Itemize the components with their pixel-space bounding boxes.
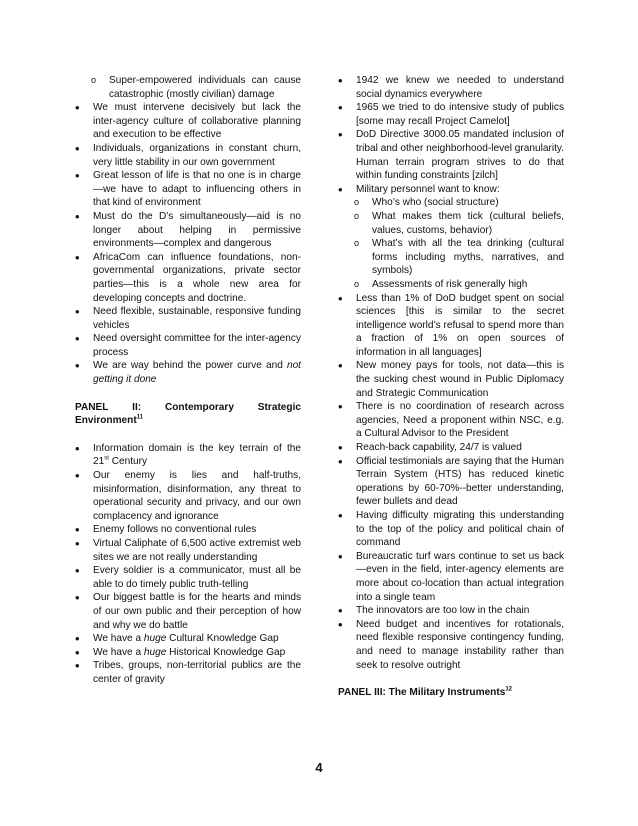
list-item [75,442,301,469]
list-item: • New money pays for tools, not data—this is the sucking chest wound in Public Diplomacy and Strategic Communication [338,359,564,400]
list-item: • Tribes, groups, non-territorial publics are the center of gravity [75,659,301,686]
list-item: • AfricaCom can influence foundations, non-governmental organizations, private sector parties—this is a whole new area for developing concepts and doctrine. [75,251,301,305]
list-item: • Our biggest battle is for the hearts and minds of our own public and their perception of how and why we do battle [75,591,301,632]
panel-2-first [75,442,301,469]
right-sub-bullets [338,196,564,291]
footnote-ref: 11 [136,414,144,421]
bullet-text-tail: Century [108,456,148,468]
spacer [338,672,564,686]
list-item: • Need oversight committee for the inter-agency process [75,332,301,359]
list-item: • 1942 we knew we needed to understand social dynamics everywhere [338,74,564,101]
list-item: • Military personnel want to know: [338,183,564,197]
list-item: • Having difficulty migrating this understanding to the top of the policy and political chain of command [338,509,564,550]
left-bullets-1 [75,101,301,359]
sub-list-item: o What’s with all the tea drinking (cultural forms including myths, narratives, and symbols) [338,237,564,278]
list-item: • The innovators are too low in the chain [338,604,564,618]
left-bullets-last [75,359,301,386]
sub-list-item: o Who’s who (social structure) [338,196,564,210]
panel-3-title: PANEL III: The Military Instruments [338,687,506,699]
list-item: • Need budget and incentives for rotationals, need flexible responsive contingency funding, and need to manage instability rather than seek to resolve outright [338,618,564,672]
list-item [75,359,301,386]
list-item: • Need flexible, sustainable, responsive funding vehicles [75,305,301,332]
bullet-text-tail: Cultural Knowledge Gap [166,633,279,645]
list-item [75,632,301,646]
spacer [75,387,301,401]
bullet-text: We have a [93,646,144,658]
list-item: • Virtual Caliphate of 6,500 active extremist web sites we are not really understanding [75,537,301,564]
panel-2-heading [75,401,301,428]
spacer [75,428,301,442]
bullet-italic-text: huge [143,633,167,645]
bullet-text: We have a [93,633,144,645]
list-item: • Enemy follows no conventional rules [75,523,301,537]
list-item: • Official testimonials are saying that the Human Terrain System (HTS) has reduced kinetic operations by 60-70%--better understanding, fewer bullets and dead [338,455,564,509]
panel-2-huge [75,632,301,686]
right-column [338,74,564,700]
left-column [75,74,301,687]
sub-list-item: o Assessments of risk generally high [338,278,564,292]
right-bullets-b [338,292,564,673]
bullet-italic-text: not getting it done [93,360,301,386]
list-item: o Super-empowered individuals can cause catastrophic (mostly civilian) damage [75,74,301,101]
list-item: • Less than 1% of DoD budget spent on social sciences [this is similar to the secret intelligence world’s refusal to spend more than a fraction of 1% on open sources of information in all languages] [338,292,564,360]
list-item: • Our enemy is lies and half-truths, misinformation, disinformation, any threat to operational security and privacy, and our own complacency and ignorance [75,469,301,523]
list-item: • Reach-back capability, 24/7 is valued [338,441,564,455]
list-item: • 1965 we tried to do intensive study of publics [some may recall Project Camelot] [338,101,564,128]
list-item: • There is no coordination of research across agencies, Need a proponent within NSC, e.g. a Cultural Advisor to the President [338,400,564,441]
panel-3-heading [338,686,564,700]
list-item: • Must do the D’s simultaneously—aid is no longer about helping in permissive environments—complex and dangerous [75,210,301,251]
bullet-text-tail: Historical Knowledge Gap [166,646,286,658]
list-item: • Great lesson of life is that no one is in charge—we have to adapt to influencing others in that kind of environment [75,169,301,210]
page-number: 4 [315,760,323,775]
list-item: • DoD Directive 3000.05 mandated inclusion of tribal and other neighborhood-level granularity. Human terrain program strives to do that within funding constraints [zilch] [338,128,564,182]
list-item: • Bureaucratic turf wars continue to set us back—even in the field, inter-agency elements are more about co-location than actual integration into a single team [338,550,564,604]
bullet-italic-text: huge [143,646,167,658]
bullet-text: We are way behind the power curve and [93,360,287,372]
sub-list-item: o What makes them tick (cultural beliefs, values, customs, behavior) [338,210,564,237]
panel-2-bullets [75,469,301,632]
bullet-text: Information domain is the key terrain of the 21 [93,442,301,468]
footnote-ref: 12 [505,686,513,693]
list-item: • Individuals, organizations in constant churn, very little stability in our own government [75,142,301,169]
list-item: • We must intervene decisively but lack the inter-agency culture of collaborative planning and execution to be effective [75,101,301,142]
left-list [75,74,301,101]
ordinal-suffix: st [104,456,109,463]
panel-2-title: PANEL II: Contemporary Strategic Environment [75,401,301,427]
list-item [75,646,301,660]
list-item: • Every soldier is a communicator, must all be able to do timely public truth-telling [75,564,301,591]
right-bullets-a [338,74,564,196]
